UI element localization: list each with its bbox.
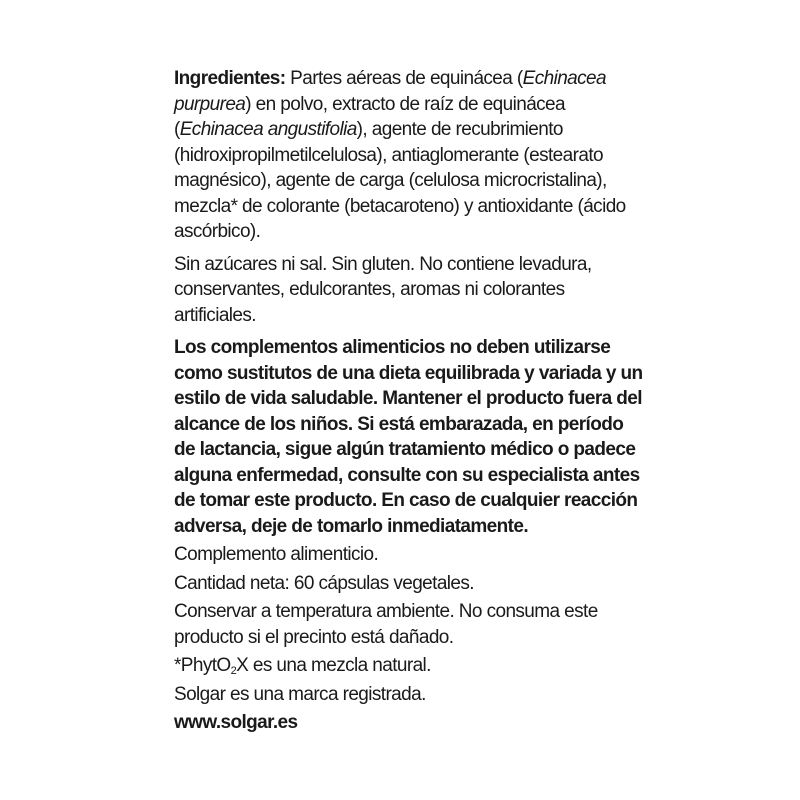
phytox-footnote: [174, 653, 644, 679]
warning-statement: Los complementos alimenticios no deben utilizarse como sustitutos de una dieta equilibrada y variada y un estilo de vida saludable. Mantener el producto fuera del alcance de los niños. Si está embarazada, en período de lactancia, sigue algún tratamiento médico o padece alguna enfermedad, consulte con su especialista antes de tomar este producto. En caso de cualquier reacción adversa, deje de tomarlo inmediatamente.: [174, 337, 643, 537]
supplement-statement: Complemento alimenticio.: [174, 544, 379, 565]
free-from-statement: Sin azúcares ni sal. Sin gluten. No contiene levadura, conservantes, edulcorantes, aromas ni colorantes artificiales.: [174, 253, 592, 326]
product-label-text: [174, 66, 644, 736]
website-link: www.solgar.es: [174, 712, 298, 733]
ingredients-heading: Ingredientes:: [174, 68, 286, 89]
ingredients-text-2: ) en polvo, extracto de raíz de equinácea (: [174, 93, 565, 140]
footnote-prefix: *PhytO: [174, 655, 231, 676]
footnote-subscript: 2: [230, 665, 237, 677]
trademark-notice: Solgar es una marca registrada.: [174, 683, 426, 705]
species-name-angustifolia: Echinacea angustifolia: [179, 119, 357, 140]
ingredients-paragraph: [174, 66, 644, 245]
ingredients-text-3: ), agente de recubrimiento (hidroxipropilmetilcelulosa), antiaglomerante (estearato magnésico), agente de carga (celulosa microcristalina), mezcla* de colorante (betacaroteno) y antioxidante (ácido ascórbico).: [174, 119, 626, 242]
net-quantity: Cantidad neta: 60 cápsulas vegetales.: [174, 572, 474, 594]
storage-instructions: Conservar a temperatura ambiente. No consuma este producto si el precinto está dañado.: [174, 601, 598, 648]
footnote-suffix: X es una mezcla natural.: [236, 655, 431, 676]
species-name-purpurea: Echinacea purpurea: [174, 68, 606, 115]
ingredients-text-1: Partes aéreas de equinácea (: [285, 68, 523, 89]
